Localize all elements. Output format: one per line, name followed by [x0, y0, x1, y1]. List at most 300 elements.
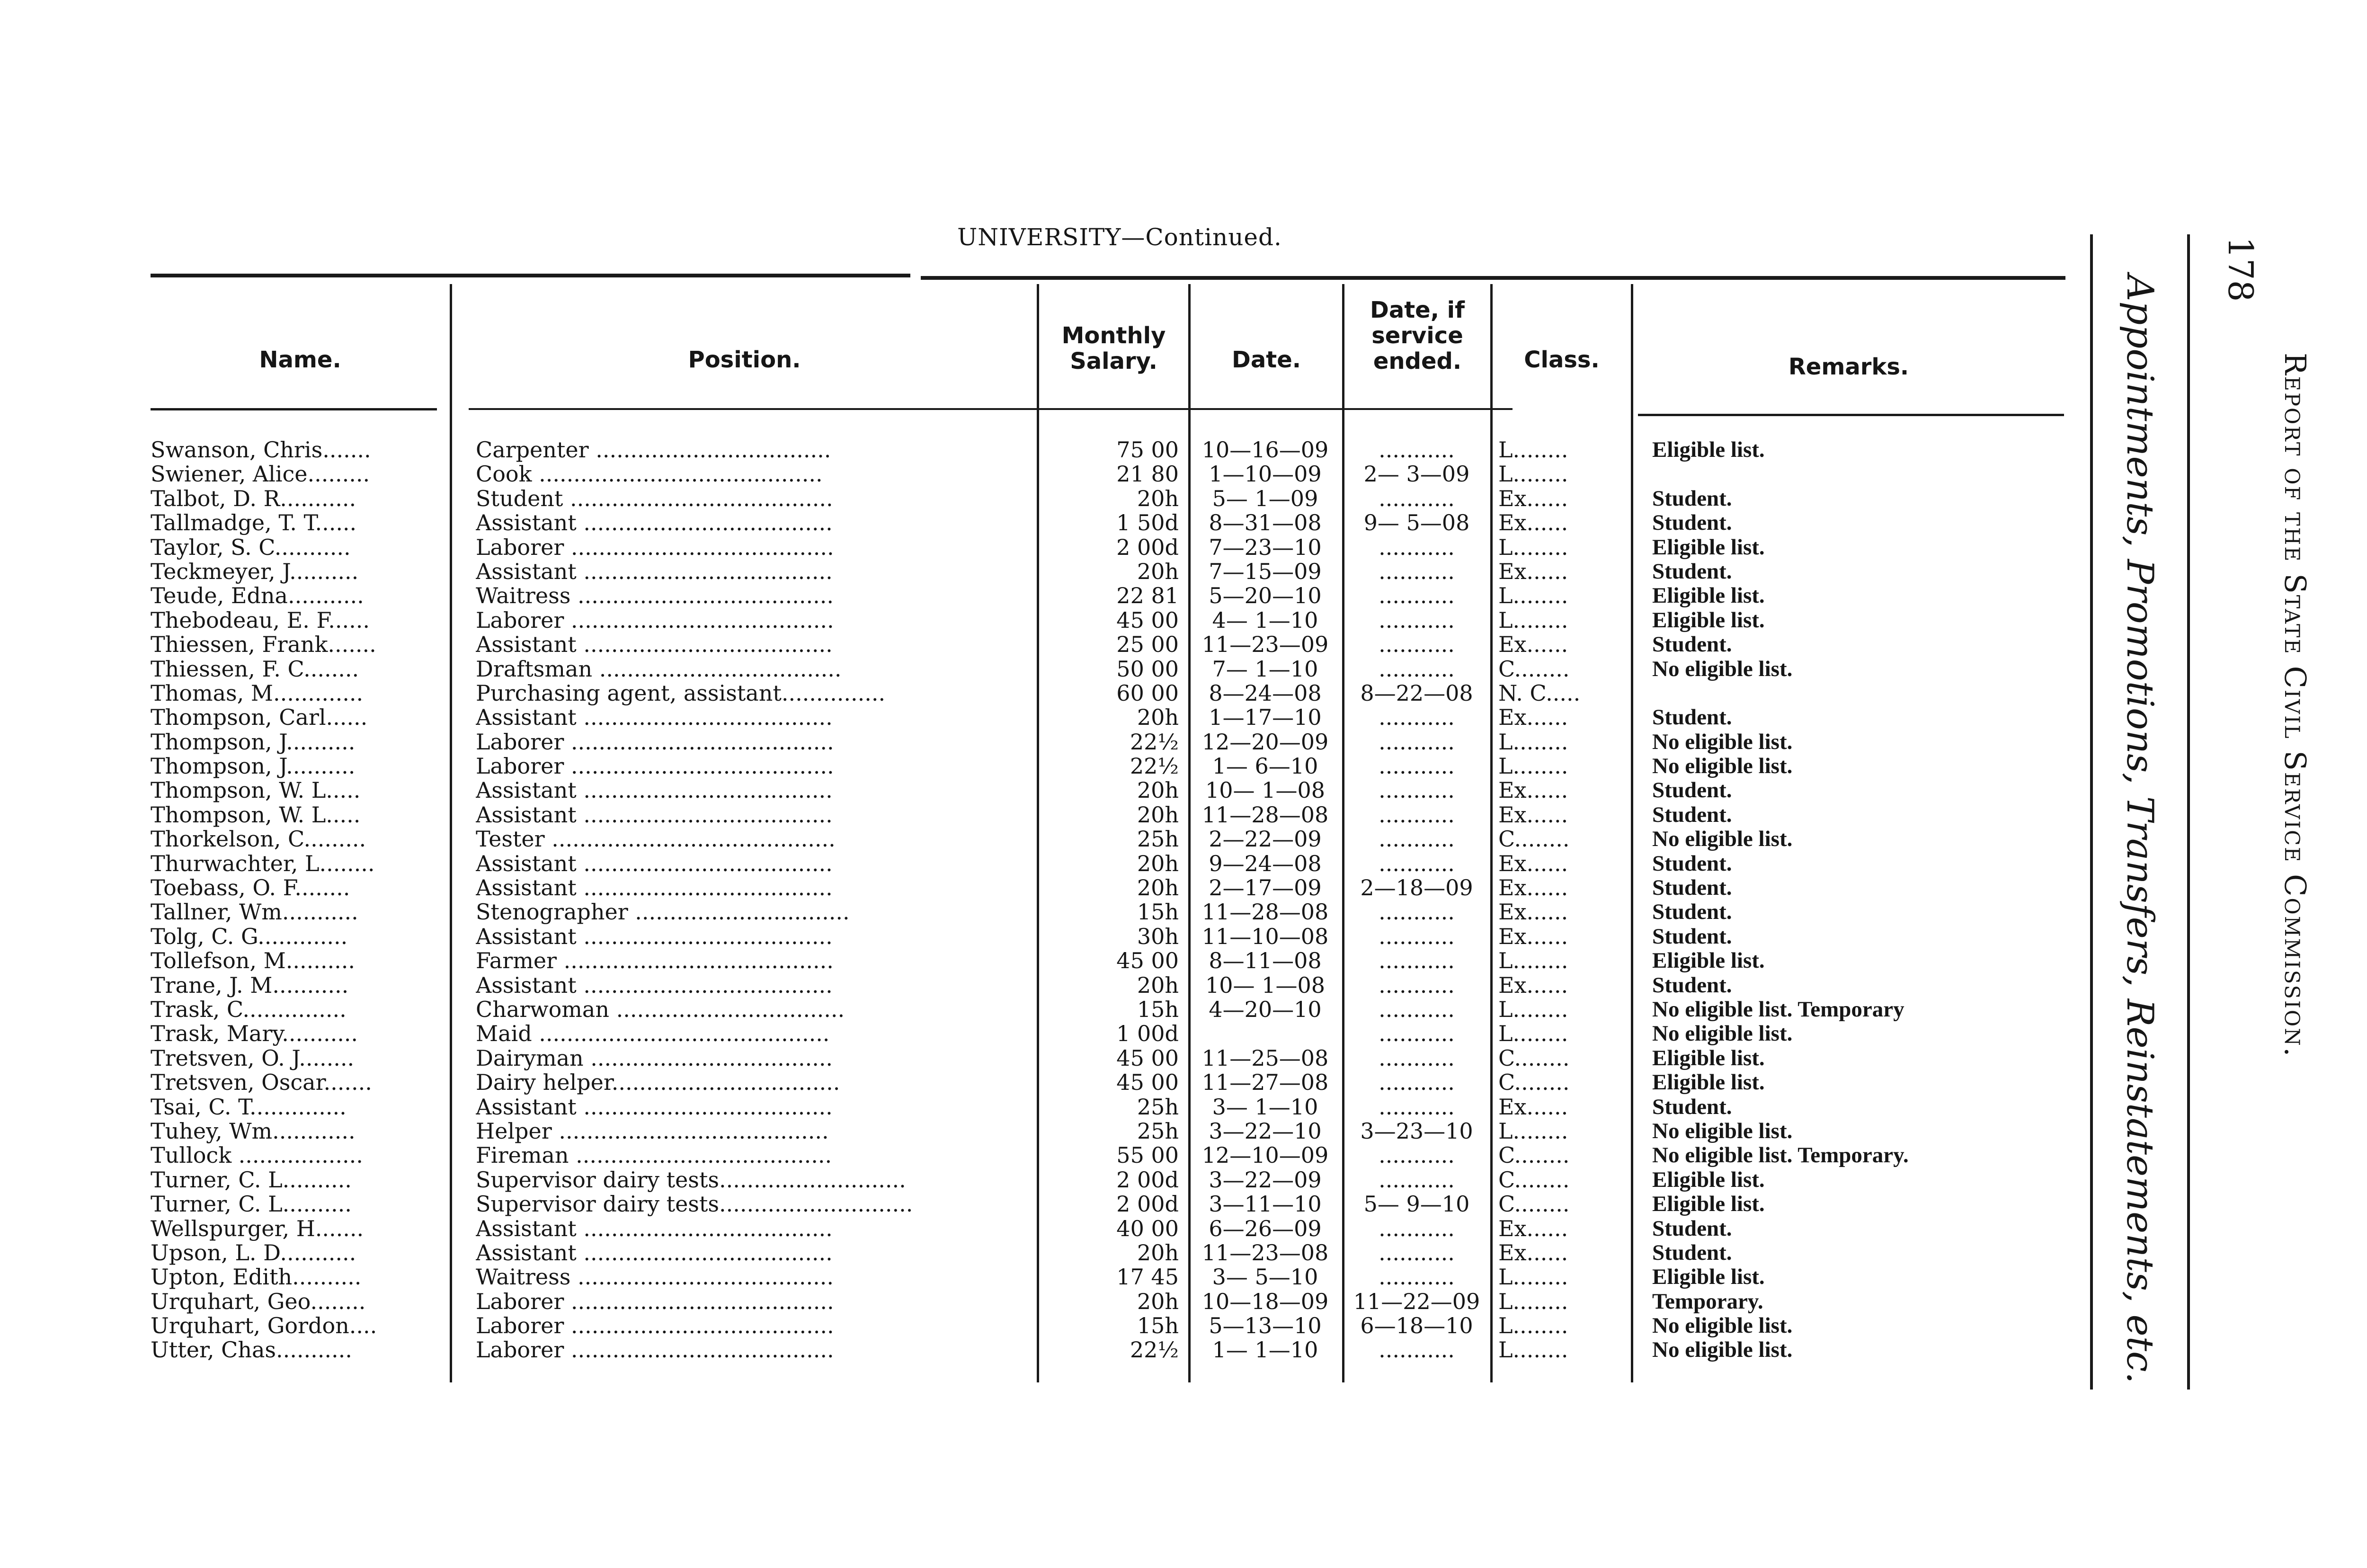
- cell-salary: 25 00: [1116, 633, 1179, 657]
- table-row: [0, 949, 2073, 973]
- cell-name: Trane, J. M...........: [151, 973, 349, 998]
- cell-name: Upson, L. D...........: [151, 1240, 356, 1265]
- cell-remarks: Student.: [1652, 900, 1732, 925]
- cell-position: Farmer .......................................: [476, 949, 834, 973]
- cell-service-ended: ...........: [1379, 949, 1455, 973]
- cell-class: Ex......: [1498, 973, 1568, 998]
- cell-name: Thompson, J..........: [151, 730, 356, 754]
- cell-position: Waitress .....................................: [476, 1265, 834, 1290]
- cell-date: 3—22—09: [1209, 1167, 1322, 1192]
- cell-date: 11—23—09: [1201, 633, 1329, 657]
- cell-position: Stenographer ...............................: [476, 900, 850, 925]
- top-rule-right: [921, 276, 2065, 280]
- cell-position: Waitress .....................................: [476, 584, 834, 608]
- cell-class: C........: [1498, 1143, 1570, 1168]
- cell-class: Ex......: [1498, 559, 1568, 584]
- cell-service-ended: ...........: [1379, 633, 1455, 657]
- cell-position: Assistant ....................................: [476, 876, 833, 900]
- cell-remarks: Student.: [1652, 1216, 1732, 1241]
- cell-date: 11—25—08: [1201, 1046, 1329, 1070]
- cell-date: 2—17—09: [1209, 876, 1322, 900]
- cell-service-ended: ...........: [1379, 559, 1455, 584]
- cell-date: 8—31—08: [1209, 511, 1322, 535]
- cell-date: 11—28—08: [1201, 900, 1329, 925]
- cell-class: C........: [1498, 657, 1570, 681]
- cell-remarks: No eligible list. Temporary: [1652, 997, 1904, 1022]
- cell-name: Tallner, Wm...........: [151, 900, 358, 925]
- cell-salary: 15h: [1137, 1314, 1179, 1338]
- cell-service-ended: ...........: [1379, 997, 1455, 1022]
- cell-name: Teude, Edna...........: [151, 584, 364, 608]
- table-row: [0, 876, 2073, 900]
- cell-date: 8—24—08: [1209, 681, 1322, 705]
- header-salary: Monthly Salary.: [1061, 322, 1166, 374]
- cell-class: C........: [1498, 1046, 1570, 1070]
- top-rule-left: [151, 274, 910, 277]
- cell-salary: 25h: [1137, 1119, 1179, 1143]
- cell-salary: 21 80: [1116, 462, 1179, 487]
- cell-date: 10—18—09: [1201, 1289, 1329, 1314]
- cell-salary: 2 00d: [1116, 1167, 1179, 1192]
- cell-remarks: Student.: [1652, 802, 1732, 827]
- cell-name: Wellspurger, H.......: [151, 1216, 364, 1241]
- table-row: [0, 1338, 2073, 1362]
- cell-name: Teckmeyer, J..........: [151, 559, 359, 584]
- cell-name: Tretsven, O. J........: [151, 1046, 355, 1070]
- cell-position: Supervisor dairy tests...........................: [476, 1167, 906, 1192]
- cell-class: L........: [1498, 438, 1568, 462]
- cell-date: 2—22—09: [1209, 827, 1322, 852]
- cell-service-ended: ...........: [1379, 486, 1455, 511]
- cell-name: Trask, Mary...........: [151, 1022, 358, 1046]
- cell-salary: 55 00: [1116, 1143, 1179, 1168]
- cell-name: Utter, Chas...........: [151, 1338, 352, 1363]
- table-row: [0, 827, 2073, 851]
- cell-position: Maid ..........................................: [476, 1022, 830, 1046]
- table-row: [0, 511, 2073, 535]
- table-row: [0, 633, 2073, 657]
- cell-class: L........: [1498, 1289, 1568, 1314]
- cell-remarks: Student.: [1652, 559, 1732, 584]
- cell-service-ended: ...........: [1379, 1338, 1455, 1363]
- cell-remarks: No eligible list.: [1652, 1314, 1793, 1338]
- cell-name: Tsai, C. T..............: [151, 1095, 347, 1119]
- cell-class: C........: [1498, 827, 1570, 852]
- cell-position: Laborer ......................................: [476, 1338, 834, 1363]
- margin-rule: [2187, 234, 2190, 1390]
- cell-name: Thompson, W. L.....: [151, 778, 361, 803]
- table-row: [0, 1192, 2073, 1216]
- cell-service-ended: 6—18—10: [1360, 1314, 1473, 1338]
- cell-position: Dairyman ...................................: [476, 1046, 833, 1070]
- cell-class: Ex......: [1498, 924, 1568, 949]
- cell-salary: 17 45: [1116, 1265, 1179, 1290]
- cell-service-ended: 2— 3—09: [1363, 462, 1470, 487]
- cell-service-ended: ...........: [1379, 1216, 1455, 1241]
- cell-salary: 20h: [1137, 1240, 1179, 1265]
- cell-position: Supervisor dairy tests............................: [476, 1192, 913, 1217]
- cell-remarks: Student.: [1652, 851, 1732, 876]
- cell-salary: 30h: [1137, 924, 1179, 949]
- cell-remarks: Student.: [1652, 973, 1732, 998]
- cell-name: Tollefson, M..........: [151, 949, 355, 973]
- header-class: Class.: [1524, 347, 1600, 373]
- cell-date: 11—23—08: [1201, 1240, 1329, 1265]
- cell-class: C........: [1498, 1192, 1570, 1217]
- cell-remarks: Student.: [1652, 633, 1732, 657]
- cell-salary: 20h: [1137, 973, 1179, 998]
- cell-service-ended: ...........: [1379, 1143, 1455, 1168]
- cell-service-ended: ...........: [1379, 827, 1455, 852]
- header-rule-name: [151, 408, 437, 410]
- table-row: [0, 681, 2073, 705]
- cell-class: Ex......: [1498, 633, 1568, 657]
- cell-position: Tester .........................................: [476, 827, 836, 852]
- table-row: [0, 1241, 2073, 1265]
- cell-salary: 45 00: [1116, 1070, 1179, 1095]
- cell-remarks: Temporary.: [1652, 1289, 1763, 1314]
- cell-remarks: Student.: [1652, 1095, 1732, 1119]
- cell-class: L........: [1498, 997, 1568, 1022]
- cell-date: 10—16—09: [1201, 438, 1329, 462]
- cell-name: Toebass, O. F........: [151, 876, 350, 900]
- cell-class: Ex......: [1498, 1216, 1568, 1241]
- cell-salary: 75 00: [1116, 438, 1179, 462]
- cell-service-ended: ...........: [1379, 778, 1455, 803]
- cell-name: Thiessen, F. C........: [151, 657, 359, 681]
- cell-position: Assistant ....................................: [476, 705, 833, 730]
- table-row: [0, 925, 2073, 949]
- cell-position: Assistant ....................................: [476, 1216, 833, 1241]
- cell-remarks: Student.: [1652, 924, 1732, 949]
- table-row: [0, 705, 2073, 730]
- cell-position: Student ......................................: [476, 486, 833, 511]
- cell-date: 11—27—08: [1201, 1070, 1329, 1095]
- cell-salary: 50 00: [1116, 657, 1179, 681]
- cell-date: 12—20—09: [1201, 730, 1329, 754]
- cell-name: Thompson, J..........: [151, 754, 356, 779]
- cell-class: C........: [1498, 1167, 1570, 1192]
- cell-date: 8—11—08: [1209, 949, 1322, 973]
- table-row: [0, 900, 2073, 924]
- cell-date: 5—20—10: [1209, 584, 1322, 608]
- header-remarks: Remarks.: [1788, 354, 1909, 380]
- cell-name: Urquhart, Geo........: [151, 1289, 366, 1314]
- cell-service-ended: ...........: [1379, 705, 1455, 730]
- cell-remarks: Student.: [1652, 1240, 1732, 1265]
- cell-remarks: No eligible list.: [1652, 1119, 1793, 1143]
- cell-remarks: No eligible list. Temporary.: [1652, 1143, 1909, 1168]
- cell-name: Urquhart, Gordon....: [151, 1314, 377, 1338]
- cell-name: Turner, C. L..........: [151, 1192, 352, 1217]
- table-row: [0, 535, 2073, 560]
- cell-salary: 20h: [1137, 705, 1179, 730]
- cell-service-ended: 8—22—08: [1360, 681, 1473, 705]
- table-row: [0, 608, 2073, 633]
- cell-name: Talbot, D. R...........: [151, 486, 356, 511]
- table-row: [0, 487, 2073, 511]
- cell-service-ended: ...........: [1379, 535, 1455, 560]
- cell-class: Ex......: [1498, 778, 1568, 803]
- cell-remarks: Student.: [1652, 876, 1732, 900]
- table-row: [0, 1217, 2073, 1241]
- cell-remarks: Eligible list.: [1652, 1265, 1765, 1290]
- cell-class: Ex......: [1498, 486, 1568, 511]
- cell-service-ended: ...........: [1379, 1095, 1455, 1119]
- cell-salary: 15h: [1137, 997, 1179, 1022]
- cell-class: L........: [1498, 1314, 1568, 1338]
- table-row: [0, 754, 2073, 778]
- cell-position: Assistant ....................................: [476, 924, 833, 949]
- cell-remarks: Eligible list.: [1652, 1070, 1765, 1095]
- cell-salary: 45 00: [1116, 1046, 1179, 1070]
- cell-date: 1—17—10: [1209, 705, 1322, 730]
- cell-position: Laborer ......................................: [476, 1314, 834, 1338]
- cell-date: 3—11—10: [1209, 1192, 1322, 1217]
- table-row: [0, 1119, 2073, 1143]
- cell-position: Laborer ......................................: [476, 1289, 834, 1314]
- header-service-ended: Date, if service ended.: [1370, 297, 1465, 374]
- cell-date: 5— 1—09: [1212, 486, 1318, 511]
- cell-service-ended: ...........: [1379, 1240, 1455, 1265]
- table-row: [0, 1265, 2073, 1289]
- cell-service-ended: ...........: [1379, 1046, 1455, 1070]
- cell-service-ended: 11—22—09: [1353, 1289, 1480, 1314]
- cell-date: 10— 1—08: [1205, 778, 1325, 803]
- table-row: [0, 1046, 2073, 1070]
- cell-position: Purchasing agent, assistant...............: [476, 681, 886, 705]
- cell-date: 12—10—09: [1201, 1143, 1329, 1168]
- cell-position: Cook .........................................: [476, 462, 823, 487]
- cell-date: 4—20—10: [1209, 997, 1322, 1022]
- cell-class: L........: [1498, 608, 1568, 633]
- cell-remarks: Student.: [1652, 778, 1732, 803]
- cell-date: 7— 1—10: [1212, 657, 1318, 681]
- cell-service-ended: ...........: [1379, 973, 1455, 998]
- cell-service-ended: ...........: [1379, 1265, 1455, 1290]
- cell-class: N. C.....: [1498, 681, 1581, 705]
- cell-service-ended: ...........: [1379, 754, 1455, 779]
- header-date: Date.: [1232, 347, 1301, 373]
- section-heading: Appointments, Promotions, Transfers, Reinstatements, etc.: [2118, 275, 2161, 1384]
- cell-class: L........: [1498, 462, 1568, 487]
- cell-salary: 40 00: [1116, 1216, 1179, 1241]
- running-title: Report of the State Civil Service Commission.: [2278, 353, 2313, 1058]
- cell-service-ended: ...........: [1379, 924, 1455, 949]
- cell-date: 3— 1—10: [1212, 1095, 1318, 1119]
- cell-position: Assistant ....................................: [476, 1240, 833, 1265]
- table-body: [0, 438, 2073, 1363]
- cell-remarks: No eligible list.: [1652, 754, 1793, 779]
- cell-service-ended: 2—18—09: [1360, 876, 1473, 900]
- cell-name: Thomas, M.............: [151, 681, 364, 705]
- cell-date: 5—13—10: [1209, 1314, 1322, 1338]
- cell-position: Assistant ....................................: [476, 633, 833, 657]
- cell-salary: 20h: [1137, 802, 1179, 827]
- cell-salary: 1 50d: [1116, 511, 1179, 535]
- cell-date: 3— 5—10: [1212, 1265, 1318, 1290]
- cell-remarks: Eligible list.: [1652, 949, 1765, 973]
- header-rule-remarks: [1638, 414, 2064, 416]
- cell-name: Trask, C...............: [151, 997, 347, 1022]
- cell-class: L........: [1498, 730, 1568, 754]
- cell-remarks: Student.: [1652, 486, 1732, 511]
- cell-remarks: Eligible list.: [1652, 1046, 1765, 1070]
- table-row: [0, 973, 2073, 998]
- cell-position: Laborer ......................................: [476, 608, 834, 633]
- margin-rule: [2090, 234, 2093, 1390]
- table-row: [0, 730, 2073, 754]
- cell-name: Swiener, Alice.........: [151, 462, 370, 487]
- cell-service-ended: 5— 9—10: [1363, 1192, 1470, 1217]
- cell-remarks: Eligible list.: [1652, 608, 1765, 633]
- cell-class: L........: [1498, 949, 1568, 973]
- cell-salary: 22½: [1130, 754, 1179, 779]
- cell-position: Fireman .....................................: [476, 1143, 832, 1168]
- cell-salary: 45 00: [1116, 608, 1179, 633]
- cell-position: Draftsman ...................................: [476, 657, 842, 681]
- cell-name: Upton, Edith..........: [151, 1265, 362, 1290]
- table-row: [0, 1095, 2073, 1119]
- table-row: [0, 1070, 2073, 1095]
- cell-service-ended: ...........: [1379, 851, 1455, 876]
- cell-service-ended: 3—23—10: [1360, 1119, 1473, 1143]
- table-row: [0, 657, 2073, 681]
- cell-class: Ex......: [1498, 876, 1568, 900]
- cell-position: Assistant ....................................: [476, 559, 833, 584]
- cell-position: Assistant ....................................: [476, 778, 833, 803]
- cell-class: L........: [1498, 1119, 1568, 1143]
- cell-salary: 2 00d: [1116, 535, 1179, 560]
- table-row: [0, 1143, 2073, 1167]
- cell-service-ended: ...........: [1379, 608, 1455, 633]
- cell-class: Ex......: [1498, 802, 1568, 827]
- cell-position: Laborer ......................................: [476, 535, 834, 560]
- cell-remarks: No eligible list.: [1652, 827, 1793, 852]
- cell-position: Assistant ....................................: [476, 1095, 833, 1119]
- cell-date: 6—26—09: [1209, 1216, 1322, 1241]
- table-row: [0, 584, 2073, 608]
- cell-service-ended: ...........: [1379, 438, 1455, 462]
- cell-service-ended: ...........: [1379, 657, 1455, 681]
- table-row: [0, 852, 2073, 876]
- cell-date: 11—10—08: [1201, 924, 1329, 949]
- cell-date: 3—22—10: [1209, 1119, 1322, 1143]
- header-rule-middle: [469, 408, 1513, 410]
- cell-service-ended: ...........: [1379, 900, 1455, 925]
- table-row: [0, 803, 2073, 827]
- cell-salary: 60 00: [1116, 681, 1179, 705]
- table-row: [0, 438, 2073, 462]
- cell-salary: 25h: [1137, 1095, 1179, 1119]
- cell-position: Charwoman .................................: [476, 997, 845, 1022]
- cell-salary: 20h: [1137, 851, 1179, 876]
- cell-service-ended: ...........: [1379, 1167, 1455, 1192]
- cell-salary: 20h: [1137, 1289, 1179, 1314]
- table-row: [0, 1022, 2073, 1046]
- cell-position: Dairy helper.................................: [476, 1070, 840, 1095]
- cell-class: Ex......: [1498, 900, 1568, 925]
- cell-date: 10— 1—08: [1205, 973, 1325, 998]
- cell-date: 4— 1—10: [1212, 608, 1318, 633]
- cell-name: Thompson, Carl......: [151, 705, 368, 730]
- cell-name: Thurwachter, L........: [151, 851, 375, 876]
- cell-name: Tallmadge, T. T......: [151, 511, 357, 535]
- table-row: [0, 1314, 2073, 1338]
- cell-salary: 22½: [1130, 730, 1179, 754]
- cell-date: 7—15—09: [1209, 559, 1322, 584]
- cell-remarks: Eligible list.: [1652, 1167, 1765, 1192]
- cell-service-ended: ...........: [1379, 1022, 1455, 1046]
- cell-name: Thompson, W. L.....: [151, 802, 361, 827]
- cell-salary: 20h: [1137, 876, 1179, 900]
- table-row: [0, 1168, 2073, 1192]
- cell-service-ended: ...........: [1379, 730, 1455, 754]
- cell-name: Taylor, S. C...........: [151, 535, 351, 560]
- cell-position: Assistant ....................................: [476, 851, 833, 876]
- cell-remarks: Eligible list.: [1652, 584, 1765, 608]
- cell-name: Thorkelson, C.........: [151, 827, 366, 852]
- cell-salary: 2 00d: [1116, 1192, 1179, 1217]
- cell-date: 1— 1—10: [1212, 1338, 1318, 1363]
- cell-name: Tolg, C. G.............: [151, 924, 348, 949]
- cell-salary: 20h: [1137, 486, 1179, 511]
- cell-name: Thebodeau, E. F......: [151, 608, 370, 633]
- cell-date: 11—28—08: [1201, 802, 1329, 827]
- cell-remarks: No eligible list.: [1652, 730, 1793, 754]
- table-row: [0, 778, 2073, 802]
- cell-salary: 22½: [1130, 1338, 1179, 1363]
- cell-position: Assistant ....................................: [476, 973, 833, 998]
- cell-salary: 20h: [1137, 778, 1179, 803]
- cell-position: Assistant ....................................: [476, 802, 833, 827]
- cell-salary: 1 00d: [1116, 1022, 1179, 1046]
- cell-remarks: Eligible list.: [1652, 438, 1765, 462]
- cell-date: 9—24—08: [1209, 851, 1322, 876]
- cell-class: L........: [1498, 1338, 1568, 1363]
- cell-name: Turner, C. L..........: [151, 1167, 352, 1192]
- cell-class: L........: [1498, 1022, 1568, 1046]
- cell-name: Tullock ..................: [151, 1143, 363, 1168]
- cell-class: Ex......: [1498, 705, 1568, 730]
- cell-remarks: No eligible list.: [1652, 1338, 1793, 1363]
- cell-position: Assistant ....................................: [476, 511, 833, 535]
- cell-remarks: Student.: [1652, 511, 1732, 535]
- cell-salary: 25h: [1137, 827, 1179, 852]
- cell-class: L........: [1498, 754, 1568, 779]
- cell-date: 7—23—10: [1209, 535, 1322, 560]
- cell-position: Laborer ......................................: [476, 730, 834, 754]
- cell-position: Helper .......................................: [476, 1119, 829, 1143]
- cell-salary: 20h: [1137, 559, 1179, 584]
- cell-service-ended: 9— 5—08: [1363, 511, 1470, 535]
- cell-class: Ex......: [1498, 1240, 1568, 1265]
- cell-class: L........: [1498, 535, 1568, 560]
- cell-salary: 15h: [1137, 900, 1179, 925]
- cell-position: Carpenter ..................................: [476, 438, 831, 462]
- cell-salary: 22 81: [1116, 584, 1179, 608]
- table-title: UNIVERSITY—Continued.: [957, 223, 1282, 251]
- cell-name: Swanson, Chris.......: [151, 438, 371, 462]
- cell-class: L........: [1498, 584, 1568, 608]
- cell-salary: 45 00: [1116, 949, 1179, 973]
- cell-class: Ex......: [1498, 1095, 1568, 1119]
- cell-date: 1— 6—10: [1212, 754, 1318, 779]
- cell-remarks: Eligible list.: [1652, 535, 1765, 560]
- cell-class: Ex......: [1498, 851, 1568, 876]
- cell-service-ended: ...........: [1379, 1070, 1455, 1095]
- cell-service-ended: ...........: [1379, 584, 1455, 608]
